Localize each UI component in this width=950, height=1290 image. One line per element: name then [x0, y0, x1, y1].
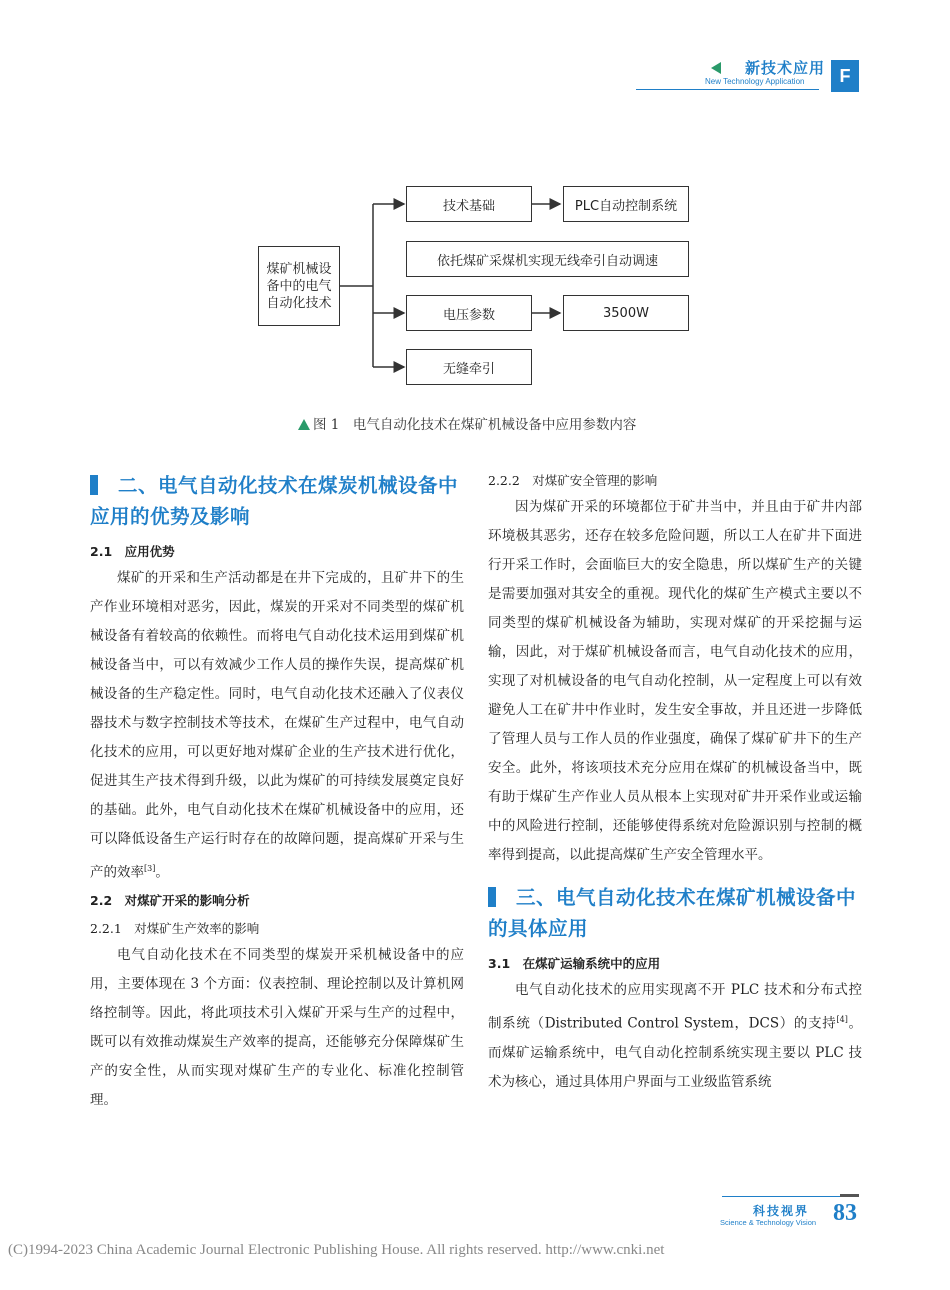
paragraph-2-1: 煤矿的开采和生产活动都是在井下完成的，且矿井下的生产作业环境相对恶劣，因此，煤炭的开采对不同类型的煤矿机械设备有着较高的依赖性。而将电气自动化技术运用到煤矿机械设备当中，可以有效减少工作人员的操作失误，提高煤矿机械设备的生产稳定性。同时，电气自动化技术还融入了仪表仪器技术与数字控制技术等技术，在煤矿生产过程中，电气自动化技术的应用，可以更好地对煤矿企业的生产技术进行优化，促进其生产技术得到升级，以此为煤矿的可持续发展奠定良好的基础。此外，电气自动化技术在煤矿机械设备中的应用，还可以降低设备生产运行时存在的故障问题，提高煤矿开采与生产的效率[3]。: [90, 570, 464, 881]
diagram-node-plc: PLC自动控制系统: [563, 186, 689, 222]
paragraph-2-2-1: 电气自动化技术在不同类型的煤炭开采机械设备中的应用，主要体现在 3 个方面：仪表控制、理论控制以及计算机网络控制等。因此，将此项技术引入煤矿开采与生产的过程中，既可以有效推动煤炭生产效率的提高，还能够充分保障煤矿生产的安全性，从而实现对煤矿生产的专业化、标准化控制管理。: [90, 946, 464, 1108]
figure-caption: 图 1 电气自动化技术在煤矿机械设备中应用参数内容: [298, 413, 636, 433]
paragraph-2-2-2: 因为煤矿开采的环境都位于矿井当中，并且由于矿井内部环境极其恶劣，还存在较多危险问题，所以工人在矿井下面进行开采工作时，会面临巨大的安全隐患，所以煤矿生产的关键是需要加强对其安全的重视。现代化的煤矿生产模式主要以不同类型的煤矿机械设备为辅助，实现对煤矿的开采挖掘与运输，因此，对于煤矿机械设备而言，电气自动化技术的应用，实现了对机械设备的电气自动化控制，从一定程度上可以有效避免人工在矿井中作业时，发生安全事故，并且还进一步降低了管理人员与工作人员的作业强度，确保了煤矿矿井下的生产安全。此外，将该项技术充分应用在煤矿的机械设备当中，既有助于煤矿生产作业人员从根本上实现对矿井开采作业或运输中的风险进行控制，还能够使得系统对危险源识别与控制的概率得到提高，以此提高煤矿生产安全管理水平。: [488, 499, 862, 863]
copyright-notice: (C)1994-2023 China Academic Journal Electronic Publishing House. All rights reserved. http://www.cnki.net: [8, 1242, 665, 1258]
diagram-root-node: 煤矿机械设备中的电气自动化技术: [258, 246, 340, 326]
diagram-node-voltage: 电压参数: [406, 295, 532, 331]
section-heading-3: 三、电气自动化技术在煤矿机械设备中的具体应用: [488, 886, 857, 940]
diagram-node-power: 3500W: [563, 295, 689, 331]
heading-2-2-1: 2.2.1 对煤矿生产效率的影响: [90, 920, 260, 936]
heading-2-2: 2.2 对煤矿开采的影响分析: [90, 892, 250, 908]
footer-journal-subtitle: Science & Technology Vision: [720, 1218, 817, 1227]
section-heading-2: 二、电气自动化技术在煤炭机械设备中应用的优势及影响: [90, 474, 459, 528]
left-column: [90, 470, 464, 1115]
section-bar-icon: [90, 475, 98, 495]
right-column: [488, 471, 862, 1097]
footer-journal-title: 科技视界: [753, 1204, 810, 1218]
footer-accent: [840, 1194, 859, 1197]
heading-2-2-2: 2.2.2 对煤矿安全管理的影响: [488, 473, 658, 488]
diagram-node-seamless: 无缝牵引: [406, 349, 532, 385]
footer-rule: [722, 1196, 858, 1197]
heading-3-1: 3.1 在煤矿运输系统中的应用: [488, 956, 661, 971]
section-badge: F: [831, 60, 859, 92]
diagram-node-tech-basis: 技术基础: [406, 186, 532, 222]
header-subtitle: New Technology Application: [705, 77, 805, 86]
paragraph-3-1: 电气自动化技术的应用实现离不开 PLC 技术和分布式控制系统（Distributed Control System，DCS）的支持[4]。而煤矿运输系统中，电气自动化控制系统实现主要以 PLC 技术为核心，通过具体用户界面与工业级监管系统: [488, 982, 863, 1090]
page-number: 83: [833, 1200, 857, 1226]
heading-2-1: 2.1 应用优势: [90, 544, 175, 559]
diagram-node-wireless: 依托煤矿采煤机实现无线牵引自动调速: [406, 241, 689, 277]
caption-triangle-icon: [298, 419, 310, 430]
header-title: 新技术应用: [745, 59, 826, 77]
section-bar-icon: [488, 887, 496, 907]
